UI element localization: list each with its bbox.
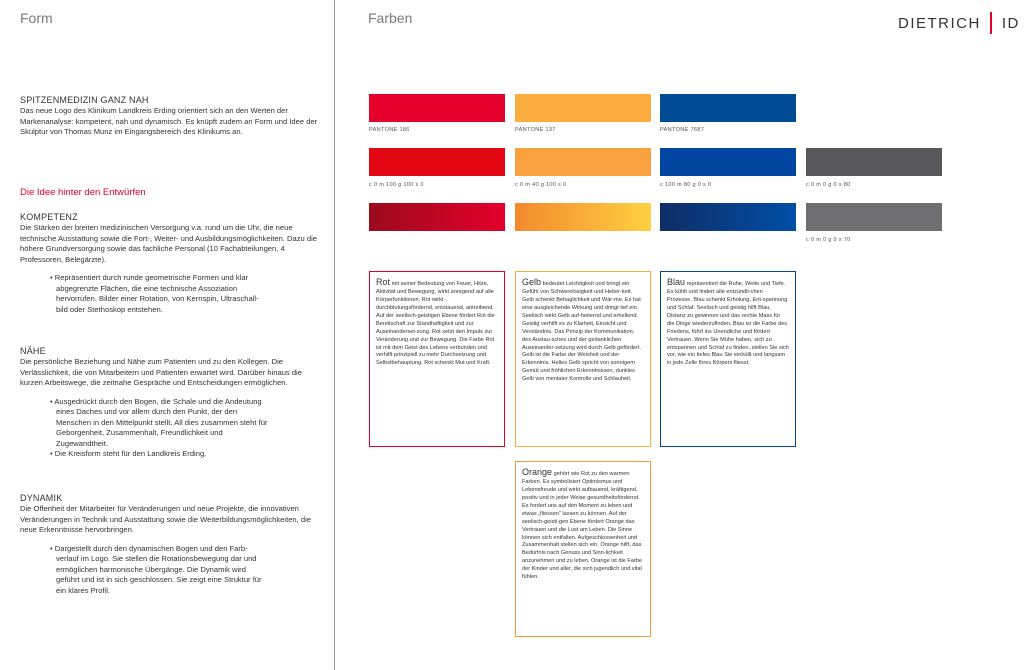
swatch-gray70 [806, 203, 942, 231]
list-item: • Repräsentiert durch runde geometrische Formen und klar abgegrenzte Flächen, die eine technische Assoziation hervorrufen. Bilder einer Rotation, von Kernspin, Ultraschall-bild oder Stethoskop entstehen. [50, 273, 259, 314]
dietrich-id-logo [898, 12, 1020, 34]
box-blau-title: Blau [667, 277, 686, 287]
box-rot-title: Rot [376, 277, 391, 287]
swatch-red-cmyk [369, 148, 505, 176]
bullet-list [50, 544, 270, 596]
logo-id: ID [1001, 14, 1020, 32]
box-gelb [515, 271, 651, 447]
box-blau [660, 271, 796, 447]
list-item: • Dargestellt durch den dynamischen Bogen und den Farb-verlauf im Logo. Sie stellen die Rotationsbewegung dar und ermöglichen harmonische Übergänge. Die Dynamik wird geführt und ist in sich geschlossen. Sie zeigt eine Struktur für ein klares Profil. [50, 543, 262, 595]
box-blau-text: repräsentiert die Ruhe, Weite und Tiefe. Es kühlt und lindert alle entzündli-chen Prozesse. Blau schenkt Erholung, Ent-spannung und Schlaf. Seelisch und geistig hilft Blau, Distanz zu gewinnen und das rechte Mass für die Dinge wiederzufinden. Blau ist die Farbe des Friedens, führt ins Unendliche und fördert Vertrauen. Wenn Sie Mühe haben, sich zu entspannen und Schlaf zu finden, stellen Sie sich vor, wie ein tiefes Blau Sie einhüllt und langsam in jede Zelle Ihres Körpers fliesst. [667, 281, 789, 367]
swatch-orange-pantone [515, 94, 651, 122]
section-title: DYNAMIK [20, 493, 63, 503]
pantone-blue-label: PANTONE 7687 [660, 127, 705, 133]
farben-heading: Farben [368, 10, 413, 26]
idea-title: Die Idee hinter den Entwürfen [20, 187, 146, 198]
bullet-list [50, 397, 270, 460]
swatch-blue-cmyk [660, 148, 796, 176]
logo-divider [990, 12, 992, 34]
list-item: • Ausgedrückt durch den Bogen, die Schale und die Andeutung eines Daches und vor allem durch den Punkt, der den Menschen in den Mittelpunkt stellt. All dies zusammen steht für Geborgenheit, Zusammenhalt, Freundlichkeit und Zugewandtheit. [50, 396, 268, 448]
swatch-orange-cmyk [515, 148, 651, 176]
list-item: • Die Kreisform steht für den Landkreis Erding. [50, 449, 207, 459]
box-rot [369, 271, 505, 447]
section-spitzenmedizin [20, 94, 320, 138]
box-orange-text: gehört wie Rot zu den warmen Farben. Es symbolisiert Optimismus und Lebensfreude und wirkt aufbauend, kräftigend, positiv und in jeder Weise gesundheitsfördernd. Es fordert uns auf den Moment zu leben und etwas „fliessen“ lassen zu können. Auf der seelisch-geisti-gen Ebene fördert Orange das Vertrauen und die Lust am Leben. Die Sinne können sich entfalten. Aufgeschlossenheit und Zusammenhalt stellen sich ein. Orange hilft, das Bedürfnis nach Genuss und Sinn-lichkeit anzunehmen und zu leben. Orange ist die Farbe der Kinder und aller, die sich jugendlich und vital fühlen. [522, 471, 643, 581]
swatch-red-gradient [369, 203, 505, 231]
cmyk-blue-label: c 100 m 80 g 0 s 0 [660, 182, 712, 188]
cmyk-gray70-label: c 0 m 0 g 0 s 70 [806, 237, 851, 243]
cmyk-gray80-label: c 0 m 0 g 0 s 80 [806, 182, 851, 188]
pantone-orange-label: PANTONE 137 [515, 127, 556, 133]
box-gelb-text: bedeutet Leichtigkeit und bringt ein Gefühl von Schwerelosigkeit und Heiter-keit. Gelb schenkt Behaglichkeit und Wär-me. Es hat eine ausgleichende Wirkung und dringt tief ein. Seelisch wirkt Gelb auf-heiternd und erhellend. Geistig verhilft es zu Klarheit, Einsicht und Verständnis. Das Prinzip der Kommunikation, des Austau-sches und der gedanklichen Auseinander-setzung wird durch Gelb gefördert. Gelb ist die Farbe der Weisheit und der Erkenntnis. Helles Gelb spricht von sonnigem Gemüt und fröhlichen Erkenntnissen, dunkles Gelb von mentaler Kontrolle und Schlauheit. [522, 281, 642, 383]
section-body: Die persönliche Beziehung und Nähe zum Patienten und zu den Kollegen. Die Verlässlichkeit, die von Mitarbeitern und Patienten erwartet wird. Darüber hinaus die kurzen Arbeitswege, die zeitnahe Gespräche und Entscheidungen ermöglichen. [20, 357, 302, 388]
logo-wordmark: DIETRICH [898, 14, 981, 32]
section-body: Das neue Logo des Klinikum Landkreis Erding orientiert sich an den Werten der Markenanalyse: kompetent, nah und dynamisch. Es knüpft zudem an Form und Idee der Skulptur von Thomas Munz im Eingangsbereich des Klinikums an. [20, 106, 318, 137]
box-rot-text: mit seiner Bedeutung von Feuer, Hitze, Aktivität und Bewegung, wirkt anregend auf alle Körperfunktionen. Rot wirkt durchblutungsfördernd, entstauend, antreibend. Auf der seelisch-geistigen Ebene fördert Rot die Bereitschaft zur Standhaftigkeit und zur Auseinanderset-zung. Rot setzt den Impuls zur Veränderung und zur Bewegung. Die Farbe Rot ist mit dem Geist des Lebens verbunden und verhilft prinzipiell zu mehr Durchsetzung und Selbstbehauptung. Rot schenkt Mut und Kraft. [376, 281, 495, 367]
box-orange-title: Orange [522, 467, 553, 477]
column-divider [334, 0, 335, 670]
swatch-blue-pantone [660, 94, 796, 122]
bullet-list [50, 273, 270, 315]
cmyk-red-label: c 0 m 100 g 100 s 0 [369, 182, 424, 188]
section-title: SPITZENMEDIZIN GANZ NAH [20, 95, 149, 105]
swatch-blue-gradient [660, 203, 796, 231]
cmyk-orange-label: c 0 m 40 g 100 s 0 [515, 182, 567, 188]
swatch-gray80 [806, 148, 942, 176]
swatch-orange-gradient [515, 203, 651, 231]
section-naehe [20, 345, 320, 460]
pantone-red-label: PANTONE 186 [369, 127, 410, 133]
section-title: NÄHE [20, 346, 46, 356]
section-body: Die Offenheit der Mitarbeiter für Veränderungen und neue Projekte, die innovativen Veränderungen in Technik und Ausstattung sowie die Weiterbildungsmöglichkeiten, die neue Erkenntnisse hervorbringen. [20, 504, 312, 535]
section-body: Die Stärken der breiten medizinischen Versorgung v.a. rund um die Uhr, die neue technische Ausstattung sowie die Fort-, Weiter- und Ausbildungsmöglichkeiten. Dazu die höhere Grundversorgung sowie das fachliche Personal (10 Fachabteilungen, 4 Professoren, Belegärzte). [20, 223, 318, 264]
box-orange [515, 461, 651, 637]
section-kompetenz [20, 211, 320, 315]
box-gelb-title: Gelb [522, 277, 542, 287]
swatch-red-pantone [369, 94, 505, 122]
section-title: KOMPETENZ [20, 212, 78, 222]
form-heading: Form [20, 10, 53, 26]
section-dynamik [20, 492, 320, 596]
